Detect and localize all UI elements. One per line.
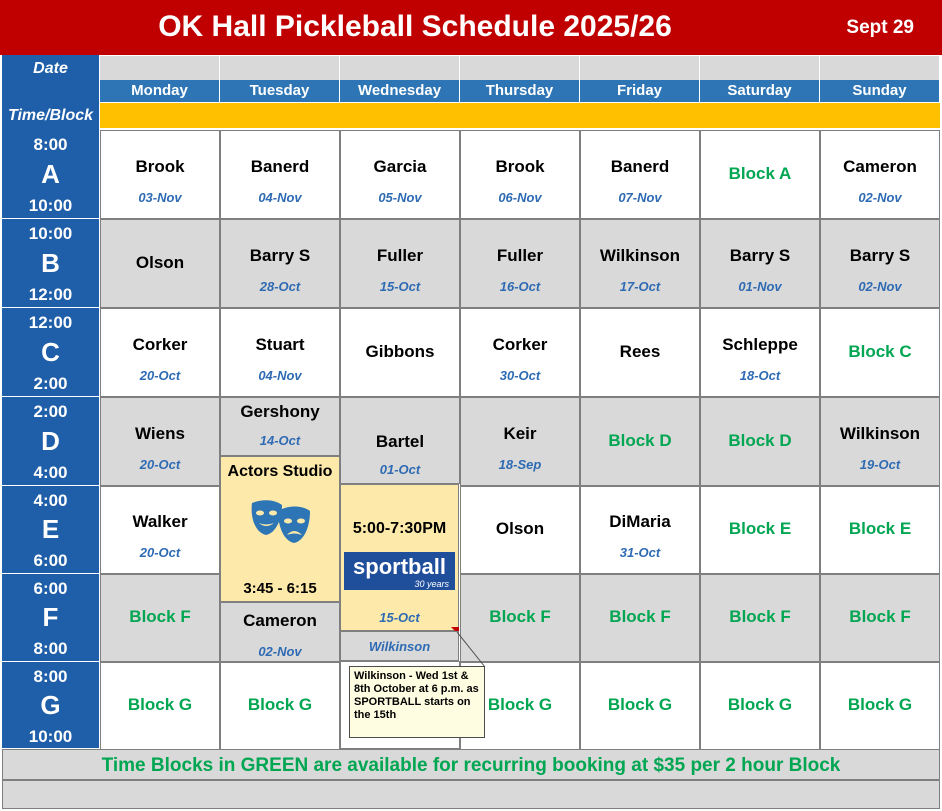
date-header-cell — [220, 56, 340, 80]
yellow-bar — [100, 103, 940, 128]
sportball-wilkinson: Wilkinson — [368, 639, 431, 654]
schedule-cell-f-monday[interactable] — [100, 574, 220, 662]
booking-date: 20-Oct — [139, 367, 181, 383]
booking-date: 31-Oct — [619, 545, 661, 560]
available-block-label: Block G — [607, 695, 673, 714]
footer — [2, 749, 940, 780]
block-letter: D — [41, 425, 60, 456]
block-letter: B — [41, 247, 60, 278]
block-end-time: 6:00 — [33, 551, 68, 570]
booking-name: Gibbons — [365, 341, 435, 361]
time-block-label: Time/Block — [7, 107, 94, 124]
sportball-cell[interactable] — [340, 484, 459, 631]
booking-date: 15-Oct — [379, 278, 421, 294]
schedule-cell-c-wednesday[interactable] — [340, 308, 460, 397]
schedule-cell-a-tuesday[interactable] — [220, 130, 340, 219]
day-header-saturday: Saturday — [700, 80, 820, 102]
available-block-label: Block G — [487, 695, 553, 714]
schedule-cell-f-friday[interactable] — [580, 574, 700, 662]
available-block-label: Block F — [849, 607, 911, 626]
available-block-label: Block G — [247, 695, 313, 714]
booking-name: Schleppe — [722, 334, 798, 354]
block-start-time: 4:00 — [33, 491, 68, 510]
booking-date: 19-Oct — [859, 456, 901, 472]
booking-name: Olson — [135, 252, 185, 272]
booking-name: Barry S — [249, 245, 311, 265]
available-block-label: Block E — [848, 519, 912, 538]
date-header-cell — [100, 56, 220, 80]
schedule-cell-f-sunday[interactable] — [820, 574, 940, 662]
schedule-cell-e-monday[interactable] — [100, 486, 220, 574]
schedule-cell-b-friday[interactable] — [580, 219, 700, 308]
booking-date: 16-Oct — [499, 278, 541, 294]
schedule-cell-a-monday[interactable] — [100, 130, 220, 219]
schedule-cell-e-saturday[interactable] — [700, 486, 820, 574]
schedule-cell-a-friday[interactable] — [580, 130, 700, 219]
schedule-cell-b-thursday[interactable] — [460, 219, 580, 308]
booking-date: 02-Nov — [258, 644, 302, 659]
day-header-sunday: Sunday — [820, 80, 940, 102]
schedule-cell-a-thursday[interactable] — [460, 130, 580, 219]
day-header-friday: Friday — [580, 80, 700, 102]
booking-date: 07-Nov — [618, 189, 662, 205]
date-label: Date — [33, 60, 68, 77]
booking-name: Keir — [503, 423, 537, 443]
block-letter: F — [42, 602, 59, 632]
booking-date: 02-Nov — [858, 278, 902, 294]
schedule-cell-e-sunday[interactable] — [820, 486, 940, 574]
schedule-cell-c-saturday[interactable] — [700, 308, 820, 397]
booking-name: Brook — [495, 156, 545, 176]
block-start-time: 10:00 — [28, 224, 73, 243]
schedule-cell-g-monday[interactable] — [100, 662, 220, 750]
time-block-b — [2, 219, 99, 308]
booking-date: 17-Oct — [619, 278, 661, 294]
available-block-label: Block G — [127, 695, 193, 714]
time-block-f — [2, 574, 99, 662]
booking-date: 04-Nov — [258, 189, 302, 205]
block-start-time: 8:00 — [33, 667, 68, 686]
time-block-d — [2, 397, 99, 486]
booking-name: Wilkinson — [599, 245, 681, 265]
date-header-cell — [700, 56, 820, 80]
booking-date: 30-Oct — [499, 367, 541, 383]
day-header-tuesday: Tuesday — [220, 80, 340, 102]
booking-name: Cameron — [843, 156, 917, 176]
schedule-cell-a-sunday[interactable] — [820, 130, 940, 219]
sportball-logo-sub: 30 years — [414, 579, 449, 589]
booking-name: Barry S — [849, 245, 911, 265]
available-block-label: Block F — [729, 607, 791, 626]
schedule-cell-d-friday[interactable] — [580, 397, 700, 486]
schedule-cell-c-monday[interactable] — [100, 308, 220, 397]
booking-date: 03-Nov — [138, 189, 182, 205]
schedule-cell-d-tuesday[interactable] — [220, 397, 340, 456]
booking-date: 01-Nov — [738, 278, 782, 294]
schedule-cell-e-friday[interactable] — [580, 486, 700, 574]
block-start-time: 8:00 — [33, 135, 68, 154]
sportball-logo-text: sportball — [353, 554, 446, 579]
booking-name: Corker — [132, 334, 188, 354]
footer-text: Time Blocks in GREEN are available for recurring booking at $35 per 2 hour Block — [101, 755, 841, 776]
date-header-cell — [580, 56, 700, 80]
time-block-g — [2, 662, 99, 750]
available-block-label: Block D — [728, 430, 792, 450]
available-block-label: Block D — [608, 430, 672, 450]
booking-name: Garcia — [373, 156, 427, 176]
available-block-label: Block F — [609, 607, 671, 626]
actors-studio-cell[interactable] — [220, 456, 340, 602]
schedule-cell-b-tuesday[interactable] — [220, 219, 340, 308]
block-start-time: 6:00 — [33, 579, 68, 598]
schedule-cell-d-thursday[interactable] — [460, 397, 580, 486]
block-letter: E — [41, 514, 60, 544]
footer-bottom-bar — [2, 780, 940, 809]
block-end-time: 10:00 — [28, 196, 73, 215]
booking-name: Barry S — [729, 245, 791, 265]
day-header-thursday: Thursday — [460, 80, 580, 102]
block-end-time: 8:00 — [33, 639, 68, 658]
schedule-cell-a-saturday[interactable] — [700, 130, 820, 219]
booking-date: 06-Nov — [498, 189, 542, 205]
schedule-cell-d-sunday[interactable] — [820, 397, 940, 486]
schedule-cell-c-thursday[interactable] — [460, 308, 580, 397]
schedule-cell-a-wednesday[interactable] — [340, 130, 460, 219]
schedule-cell-b-wednesday[interactable] — [340, 219, 460, 308]
actors-studio-time: 3:45 - 6:15 — [243, 580, 317, 597]
schedule-cell-d-monday[interactable] — [100, 397, 220, 486]
block-end-time: 2:00 — [33, 374, 68, 393]
schedule-cell-g-saturday[interactable] — [700, 662, 820, 750]
date-header-cell — [820, 56, 940, 80]
booking-name: Banerd — [610, 156, 670, 176]
booking-name: Wilkinson — [839, 423, 921, 443]
booking-name: Wiens — [135, 423, 185, 443]
booking-name: Banerd — [250, 156, 310, 176]
booking-name: Cameron — [243, 611, 317, 630]
available-block-label: Block A — [728, 163, 792, 183]
schedule-cell-c-tuesday[interactable] — [220, 308, 340, 397]
available-block-label: Block G — [847, 695, 913, 714]
block-start-time: 12:00 — [28, 313, 73, 332]
schedule-cell-b-monday[interactable] — [100, 219, 220, 308]
schedule-cell-f-saturday[interactable] — [700, 574, 820, 662]
schedule-cell-e-thursday[interactable] — [460, 486, 580, 574]
block-start-time: 2:00 — [33, 402, 68, 421]
schedule-date: Sept 29 — [846, 17, 914, 38]
available-block-label: Block C — [848, 341, 912, 361]
schedule-cell-g-friday[interactable] — [580, 662, 700, 750]
booking-name: Rees — [619, 341, 661, 361]
block-letter: G — [40, 690, 61, 720]
available-block-label: Block F — [129, 607, 191, 626]
schedule-cell-g-tuesday[interactable] — [220, 662, 340, 750]
schedule-cell-d-wednesday[interactable] — [340, 397, 460, 484]
time-block-c — [2, 308, 99, 397]
booking-name: Walker — [132, 512, 188, 531]
theatre-masks-icon — [248, 497, 314, 549]
available-block-label: Block E — [728, 519, 792, 538]
schedule-cell-b-sunday[interactable] — [820, 219, 940, 308]
sportball-logo — [344, 552, 455, 590]
time-block-a — [2, 130, 99, 219]
block-letter: A — [41, 158, 60, 189]
booking-date: 05-Nov — [378, 189, 422, 205]
actors-studio-title: Actors Studio — [227, 463, 333, 480]
comment-note: Wilkinson - Wed 1st & 8th October at 6 p.m. as SPORTBALL starts on the 15th — [349, 666, 485, 738]
booking-date: 01-Oct — [379, 462, 421, 477]
booking-name: Stuart — [255, 334, 305, 354]
date-header-cell — [340, 56, 460, 80]
booking-date: 14-Oct — [259, 433, 301, 448]
day-header-wednesday: Wednesday — [340, 80, 460, 102]
schedule-cell-b-saturday[interactable] — [700, 219, 820, 308]
sportball-time: 5:00-7:30PM — [352, 520, 447, 537]
date-header-cell — [460, 56, 580, 80]
page-title: OK Hall Pickleball Schedule 2025/26 — [158, 10, 672, 43]
booking-date: 28-Oct — [259, 278, 301, 294]
booking-name: Brook — [135, 156, 185, 176]
schedule-cell-c-sunday[interactable] — [820, 308, 940, 397]
day-header-monday: Monday — [100, 80, 220, 102]
schedule-cell-c-friday[interactable] — [580, 308, 700, 397]
block-end-time: 12:00 — [28, 285, 73, 304]
booking-date: 18-Sep — [498, 456, 542, 472]
booking-name: Gershony — [240, 402, 320, 421]
block-letter: C — [41, 336, 60, 367]
time-block-e — [2, 486, 99, 574]
booking-date: 02-Nov — [858, 189, 902, 205]
booking-name: Bartel — [375, 432, 425, 451]
title-bar — [0, 0, 942, 55]
available-block-label: Block G — [727, 695, 793, 714]
sportball-wilkinson-cell[interactable] — [340, 631, 459, 661]
booking-date: 04-Nov — [258, 367, 302, 383]
available-block-label: Block F — [489, 607, 551, 626]
booking-date: 18-Oct — [739, 367, 781, 383]
block-end-time: 4:00 — [33, 463, 68, 482]
booking-name: Fuller — [496, 245, 544, 265]
booking-name: Corker — [492, 334, 548, 354]
booking-name: DiMaria — [609, 512, 671, 531]
schedule-cell-g-sunday[interactable] — [820, 662, 940, 750]
booking-name: Olson — [495, 519, 545, 538]
schedule-cell-f-tuesday[interactable] — [220, 602, 340, 662]
sportball-date: 15-Oct — [379, 610, 420, 625]
block-end-time: 10:00 — [28, 727, 73, 746]
comment-connector — [455, 630, 490, 670]
booking-date: 20-Oct — [139, 456, 181, 472]
booking-name: Fuller — [376, 245, 424, 265]
booking-date: 20-Oct — [139, 545, 181, 560]
schedule-cell-d-saturday[interactable] — [700, 397, 820, 486]
